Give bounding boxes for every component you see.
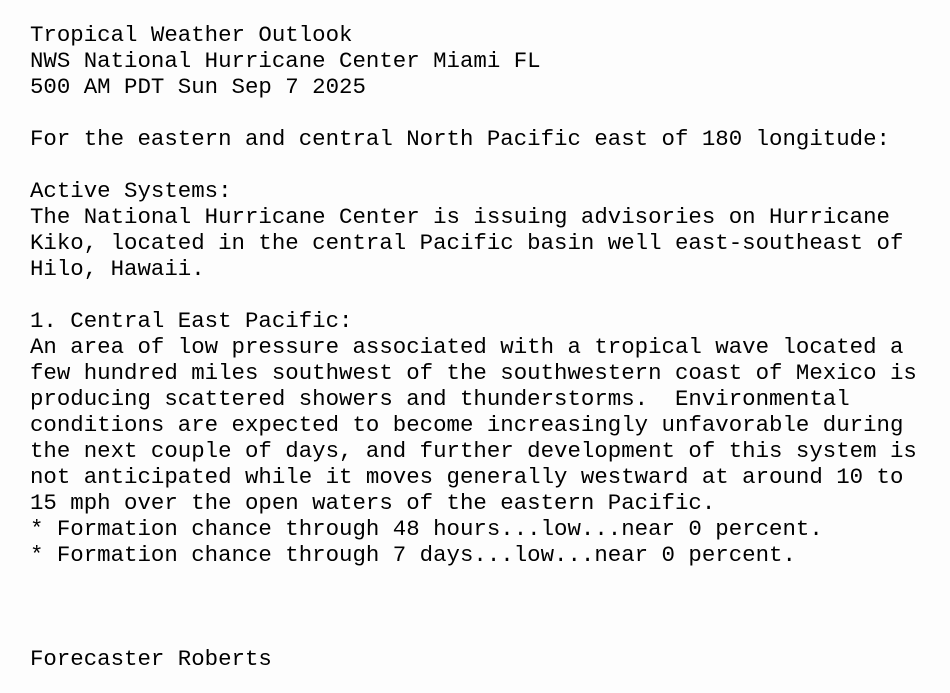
blank-line	[30, 282, 917, 308]
blank-line	[30, 594, 917, 620]
active-systems-line: Hilo, Hawaii.	[30, 256, 205, 282]
formation-chance-7d: * Formation chance through 7 days...low...near 0 percent.	[30, 542, 796, 568]
area-discussion-line: conditions are expected to become increasingly unfavorable during	[30, 412, 904, 438]
formation-chance-48h: * Formation chance through 48 hours...low...near 0 percent.	[30, 516, 823, 542]
blank-line	[30, 568, 917, 594]
scope-statement: For the eastern and central North Pacific east of 180 longitude:	[30, 126, 890, 152]
blank-line	[30, 100, 917, 126]
area-discussion-line: not anticipated while it moves generally westward at around 10 to	[30, 464, 904, 490]
area-discussion-line: 15 mph over the open waters of the eastern Pacific.	[30, 490, 716, 516]
blank-line	[30, 152, 917, 178]
outlook-text	[30, 22, 917, 672]
area-discussion-line: the next couple of days, and further development of this system is	[30, 438, 917, 464]
forecaster-signoff: Forecaster Roberts	[30, 646, 272, 672]
area-discussion-line: producing scattered showers and thunderstorms. Environmental	[30, 386, 850, 412]
active-systems-line: The National Hurricane Center is issuing advisories on Hurricane	[30, 204, 890, 230]
product-title: Tropical Weather Outlook	[30, 22, 353, 48]
area-discussion-line: An area of low pressure associated with a tropical wave located a	[30, 334, 904, 360]
area-discussion-line: few hundred miles southwest of the southwestern coast of Mexico is	[30, 360, 917, 386]
issue-time: 500 AM PDT Sun Sep 7 2025	[30, 74, 366, 100]
active-systems-line: Kiko, located in the central Pacific basin well east-southeast of	[30, 230, 904, 256]
issuing-office: NWS National Hurricane Center Miami FL	[30, 48, 541, 74]
active-systems-heading: Active Systems:	[30, 178, 232, 204]
area-heading: 1. Central East Pacific:	[30, 308, 353, 334]
blank-line	[30, 620, 917, 646]
